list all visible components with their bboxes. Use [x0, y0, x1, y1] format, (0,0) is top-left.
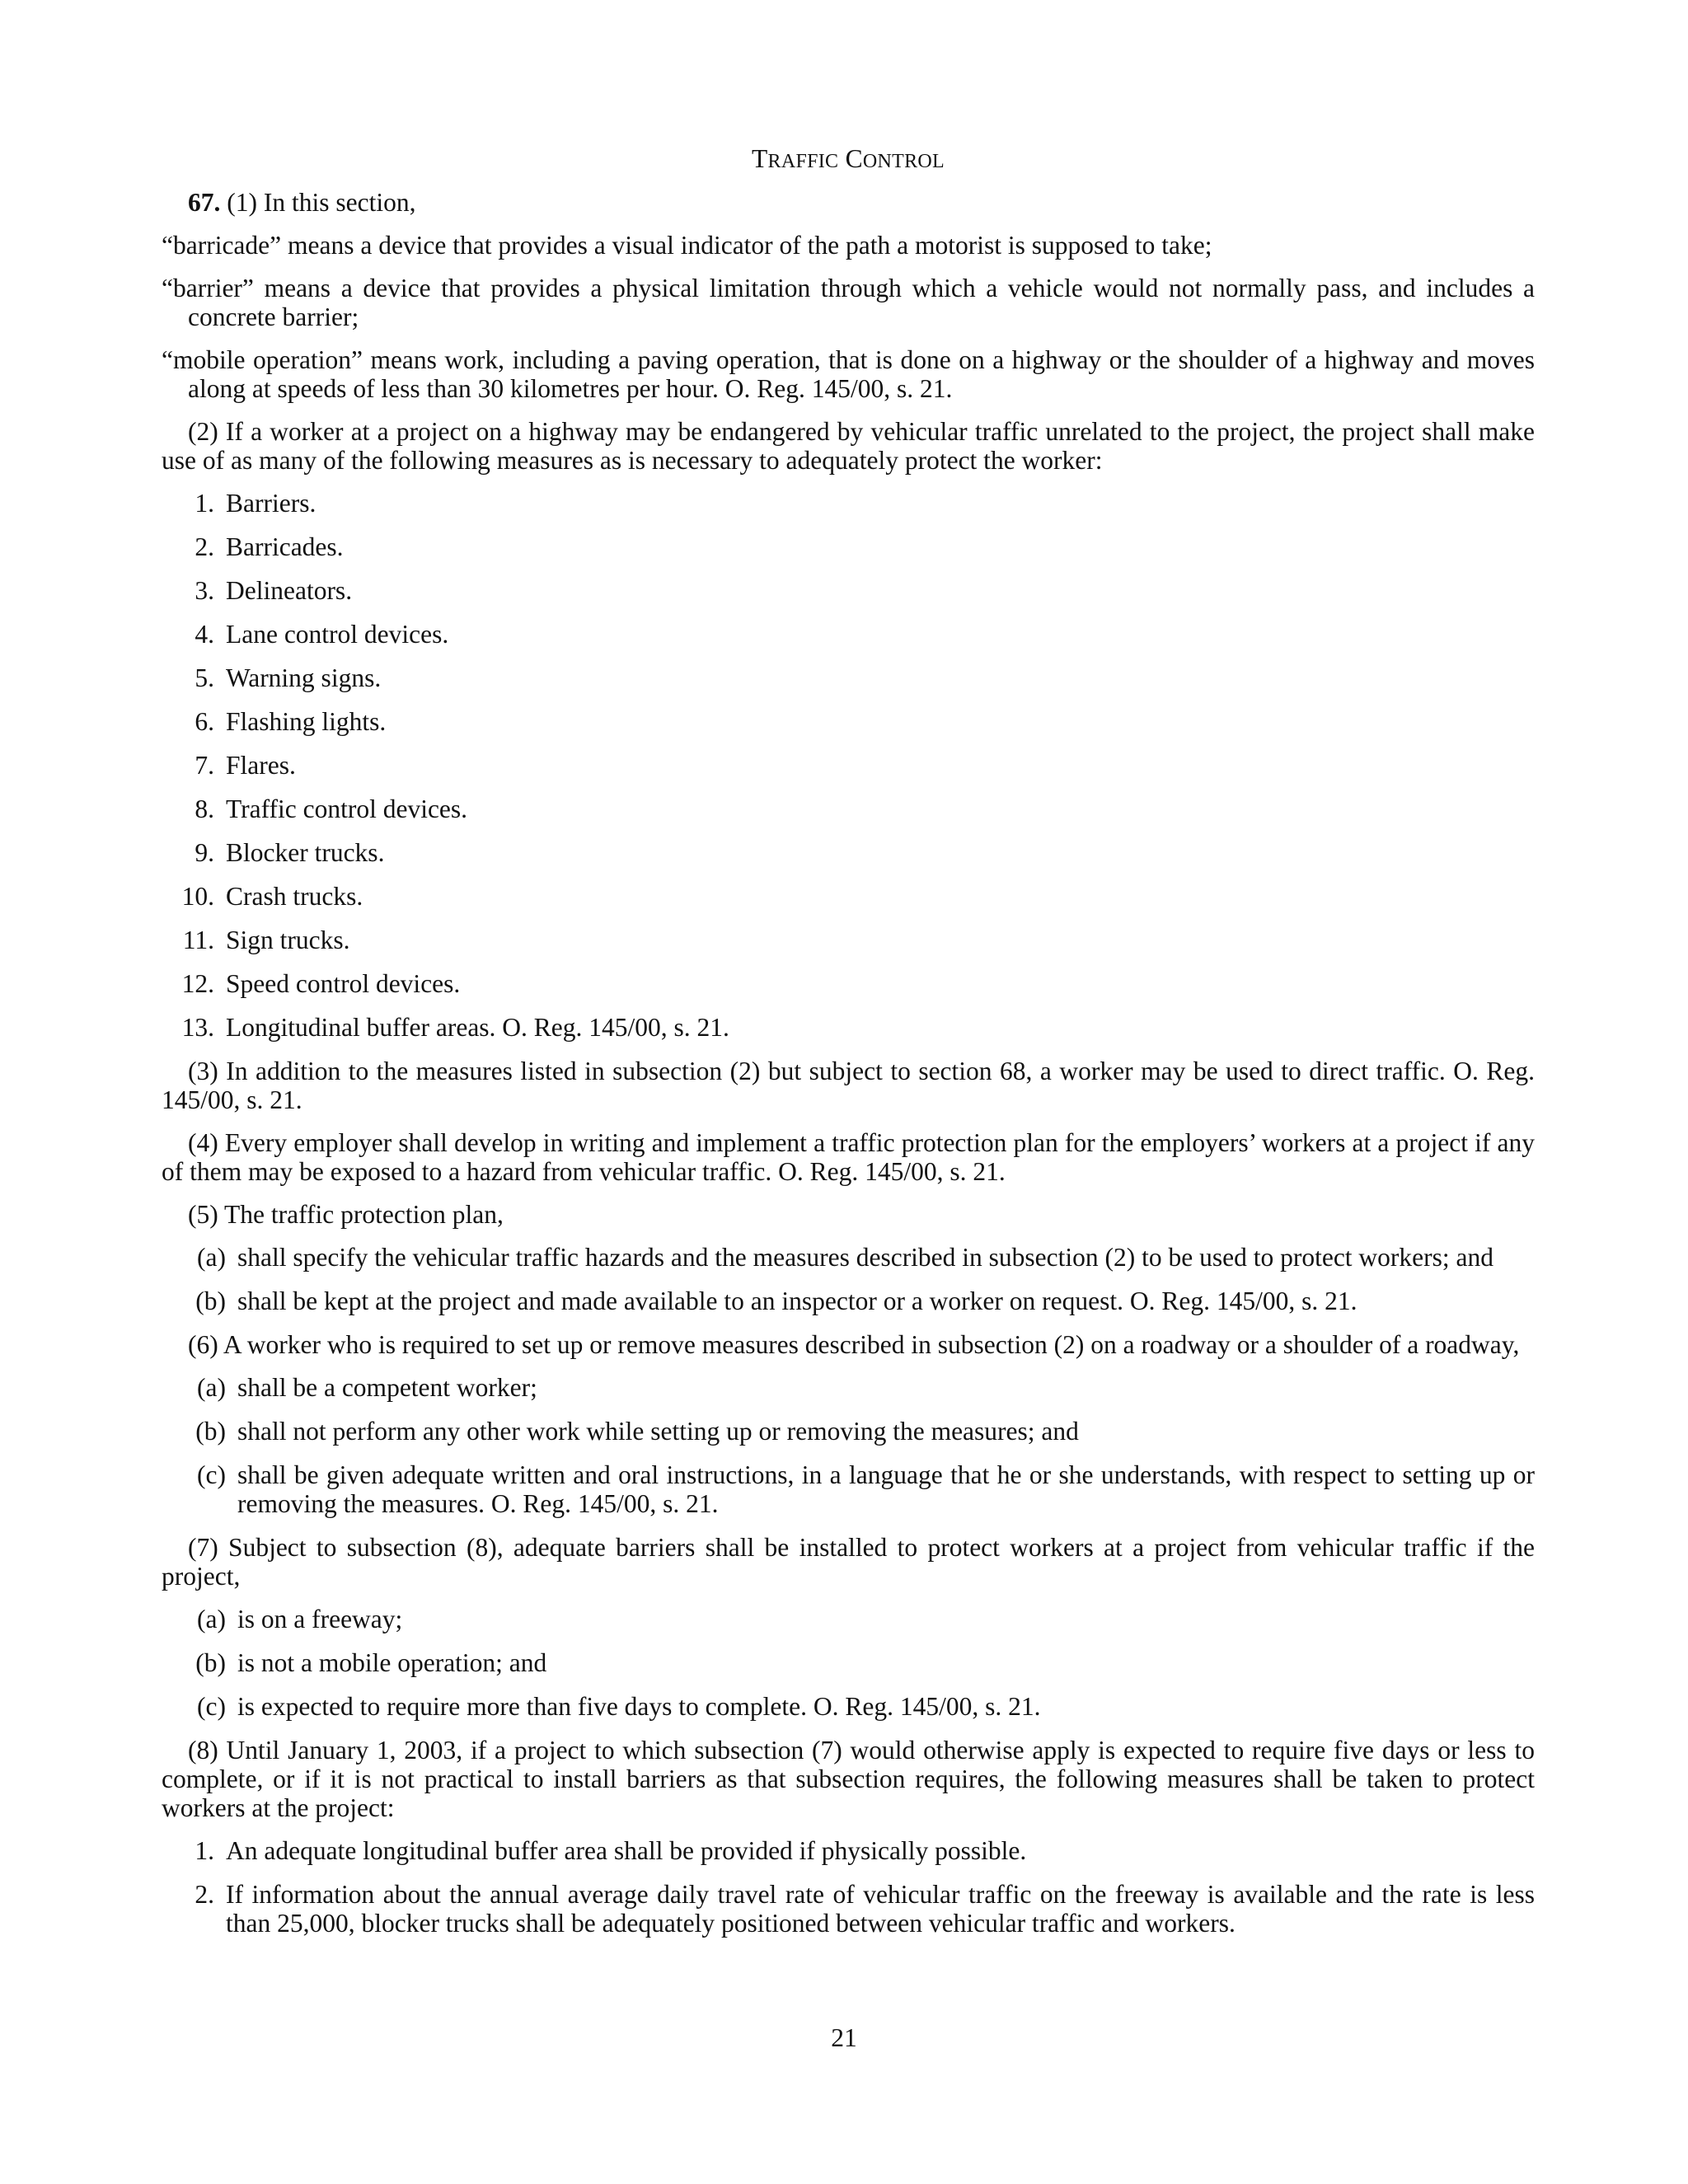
clause-item: (a) is on a freeway; — [197, 1605, 403, 1633]
list-item: 1. Barriers. — [195, 489, 316, 518]
measures-list — [162, 489, 1535, 1042]
definition-mobile-operation: “mobile operation” means work, including a paving operation, that is done on a highway or the shoulder of a highway and moves along at speeds of less than 30 kilometres per hour. O. Reg. 145/00, s. 21. — [162, 345, 1535, 403]
subsection-1-text: (1) In this section, — [227, 188, 416, 217]
list-item: 9. Blocker trucks. — [195, 838, 385, 867]
list-item: 6. Flashing lights. — [195, 707, 387, 736]
heading-initial-1: T — [751, 144, 768, 173]
section-heading — [162, 144, 1535, 176]
section-number: 67. — [188, 188, 221, 217]
list-item: 7. Flares. — [195, 751, 296, 780]
list-item: 4. Lane control devices. — [195, 620, 449, 649]
subsection-8: (8) Until January 1, 2003, if a project to which subsection (7) would otherwise apply is expected to require five days or less to complete, or if it is not practical to install barriers as that subsection requires, the following measures shall be taken to protect workers at the project: — [162, 1736, 1535, 1822]
clause-item: (a) shall specify the vehicular traffic hazards and the measures described in subsection (2) to be used to protect workers; and — [197, 1243, 1494, 1272]
subsection-3: (3) In addition to the measures listed in subsection (2) but subject to section 68, a worker may be used to direct traffic. O. Reg. 145/00, s. 21. — [162, 1057, 1535, 1114]
clause-item: (a) shall be a competent worker; — [197, 1373, 537, 1402]
page-number: 21 — [831, 2023, 857, 2052]
list-item: 1. An adequate longitudinal buffer area shall be provided if physically possible. — [195, 1836, 1027, 1865]
subsection-7: (7) Subject to subsection (8), adequate barriers shall be installed to protect workers at a project from vehicular traffic if the project, — [162, 1533, 1535, 1591]
heading-initial-2: C — [845, 144, 863, 173]
list-item: 3. Delineators. — [195, 576, 353, 605]
heading-rest-2: ONTROL — [862, 151, 945, 172]
subsection-6: (6) A worker who is required to set up or remove measures described in subsection (2) on a roadway or a shoulder of a roadway, — [188, 1330, 1520, 1359]
clause-item: (c) shall be given adequate written and oral instructions, in a language that he or she understands, with respect to setting up or removing the measures. O. Reg. 145/00, s. 21. — [197, 1460, 1535, 1518]
list-item: 2. If information about the annual average daily travel rate of vehicular traffic on the freeway is available and the rate is less than 25,000, blocker trucks shall be adequately positioned between vehicular traffic and workers. — [195, 1880, 1535, 1938]
list-item: 2. Barricades. — [195, 532, 344, 561]
subsection-2: (2) If a worker at a project on a highway may be endangered by vehicular traffic unrelated to the project, the project shall make use of as many of the following measures as is necessary to adequately protect the worker: — [162, 417, 1535, 475]
list-item: 5. Warning signs. — [195, 663, 382, 692]
list-item: 13. Longitudinal buffer areas. O. Reg. 145/00, s. 21. — [181, 1013, 729, 1042]
subsection-5: (5) The traffic protection plan, — [188, 1200, 504, 1229]
section-67-intro — [162, 188, 1535, 217]
heading-rest-1: RAFFIC — [767, 151, 839, 172]
list-item: 10. Crash trucks. — [181, 882, 363, 911]
list-item: 8. Traffic control devices. — [195, 794, 468, 823]
clause-item: (b) shall be kept at the project and made available to an inspector or a worker on request. O. Reg. 145/00, s. 21. — [195, 1286, 1357, 1315]
list-item: 11. Sign trucks. — [182, 926, 350, 954]
subsection-4: (4) Every employer shall develop in writing and implement a traffic protection plan for the employers’ workers at a project if any of them may be exposed to a hazard from vehicular traffic. O. Reg. 145/00, s. 21. — [162, 1128, 1535, 1186]
clause-item: (c) is expected to require more than five days to complete. O. Reg. 145/00, s. 21. — [197, 1692, 1041, 1721]
definition-barricade: “barricade” means a device that provides a visual indicator of the path a motorist is supposed to take; — [162, 231, 1212, 260]
definition-barrier: “barrier” means a device that provides a physical limitation through which a vehicle would not normally pass, and includes a concrete barrier; — [162, 274, 1535, 331]
list-item: 12. Speed control devices. — [181, 969, 461, 998]
clause-item: (b) is not a mobile operation; and — [195, 1648, 547, 1677]
clause-item: (b) shall not perform any other work while setting up or removing the measures; and — [195, 1417, 1079, 1446]
